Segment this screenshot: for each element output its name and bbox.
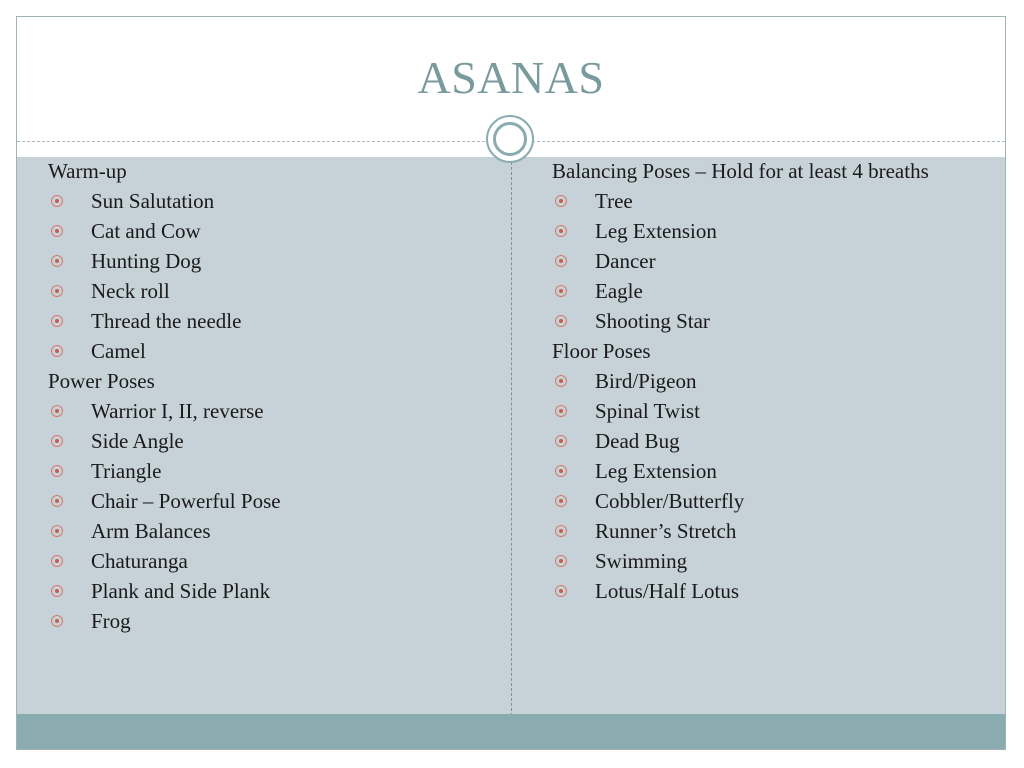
bullet-icon — [51, 345, 63, 357]
list-item — [48, 549, 498, 573]
bullet-icon — [51, 525, 63, 537]
section-heading-warm-up: Warm-up — [48, 159, 127, 183]
list-item-label: Neck roll — [91, 279, 170, 303]
list-item-label: Chair – Powerful Pose — [91, 489, 281, 513]
bullet-icon — [555, 495, 567, 507]
list-item — [48, 219, 498, 243]
list-item — [552, 459, 992, 483]
list-item — [48, 429, 498, 453]
list-item — [552, 189, 992, 213]
bullet-icon — [555, 315, 567, 327]
inner-ring — [493, 122, 527, 156]
list-item — [552, 549, 992, 573]
bullet-icon — [51, 495, 63, 507]
list-item-label: Chaturanga — [91, 549, 188, 573]
bullet-icon — [51, 285, 63, 297]
list-item — [48, 609, 498, 633]
list-item — [48, 339, 498, 363]
list-item — [48, 579, 498, 603]
list-item — [552, 309, 992, 333]
footer-bar — [17, 714, 1005, 749]
list-item — [48, 309, 498, 333]
list-item-label: Bird/Pigeon — [595, 369, 697, 393]
left-column — [48, 159, 498, 639]
list-item-label: Leg Extension — [595, 459, 717, 483]
bullet-icon — [555, 525, 567, 537]
bullet-icon — [555, 435, 567, 447]
list-item-label: Cobbler/Butterfly — [595, 489, 745, 513]
bullet-icon — [51, 315, 63, 327]
list-item — [552, 429, 992, 453]
list-item-label: Spinal Twist — [595, 399, 700, 423]
list-item-label: Triangle — [91, 459, 162, 483]
bullet-icon — [555, 195, 567, 207]
bullet-icon — [51, 435, 63, 447]
list-item — [552, 519, 992, 543]
bullet-icon — [555, 375, 567, 387]
list-item — [552, 249, 992, 273]
list-item-label: Dancer — [595, 249, 656, 273]
list-item — [48, 279, 498, 303]
list-item — [552, 489, 992, 513]
bullet-icon — [555, 585, 567, 597]
bullet-icon — [51, 195, 63, 207]
list-item — [552, 369, 992, 393]
floor-poses-list — [552, 369, 992, 603]
section-heading-power-poses: Power Poses — [48, 369, 155, 393]
list-item-label: Swimming — [595, 549, 688, 573]
power-poses-list — [48, 399, 498, 633]
list-item-label: Runner’s Stretch — [595, 519, 737, 543]
section-heading-floor-poses: Floor Poses — [552, 339, 651, 363]
list-item — [48, 249, 498, 273]
list-item — [552, 279, 992, 303]
list-item-label: Arm Balances — [91, 519, 211, 543]
bullet-icon — [555, 255, 567, 267]
bullet-icon — [555, 465, 567, 477]
list-item-label: Dead Bug — [595, 429, 680, 453]
list-item-label: Eagle — [595, 279, 643, 303]
list-item — [48, 189, 498, 213]
balancing-poses-list — [552, 189, 992, 333]
list-item — [552, 219, 992, 243]
right-column — [552, 159, 992, 609]
list-item-label: Warrior I, II, reverse — [91, 399, 264, 423]
list-item-label: Tree — [595, 189, 633, 213]
bullet-icon — [51, 615, 63, 627]
bullet-icon — [51, 585, 63, 597]
bullet-icon — [51, 465, 63, 477]
list-item-label: Sun Salutation — [91, 189, 215, 213]
bullet-icon — [555, 225, 567, 237]
list-item-label: Leg Extension — [595, 219, 717, 243]
column-divider — [511, 157, 512, 716]
list-item-label: Camel — [91, 339, 146, 363]
list-item — [48, 519, 498, 543]
slide-title: ASANAS — [417, 52, 605, 103]
list-item — [48, 459, 498, 483]
content-area — [17, 157, 1005, 716]
ring-ornament-icon — [486, 115, 534, 163]
bullet-icon — [555, 285, 567, 297]
section-heading-balancing-poses: Balancing Poses – Hold for at least 4 breaths — [552, 159, 929, 183]
bullet-icon — [555, 405, 567, 417]
list-item-label: Cat and Cow — [91, 219, 201, 243]
list-item-label: Hunting Dog — [91, 249, 202, 273]
warm-up-list — [48, 189, 498, 363]
bullet-icon — [51, 555, 63, 567]
list-item — [48, 489, 498, 513]
list-item-label: Side Angle — [91, 429, 184, 453]
list-item — [48, 399, 498, 423]
bullet-icon — [51, 225, 63, 237]
bullet-icon — [51, 405, 63, 417]
bullet-icon — [51, 255, 63, 267]
list-item-label: Frog — [91, 609, 131, 633]
list-item — [552, 579, 992, 603]
list-item-label: Thread the needle — [91, 309, 242, 333]
bullet-icon — [555, 555, 567, 567]
slide — [16, 16, 1006, 750]
list-item — [552, 399, 992, 423]
list-item-label: Shooting Star — [595, 309, 710, 333]
list-item-label: Plank and Side Plank — [91, 579, 271, 603]
list-item-label: Lotus/Half Lotus — [595, 579, 740, 603]
